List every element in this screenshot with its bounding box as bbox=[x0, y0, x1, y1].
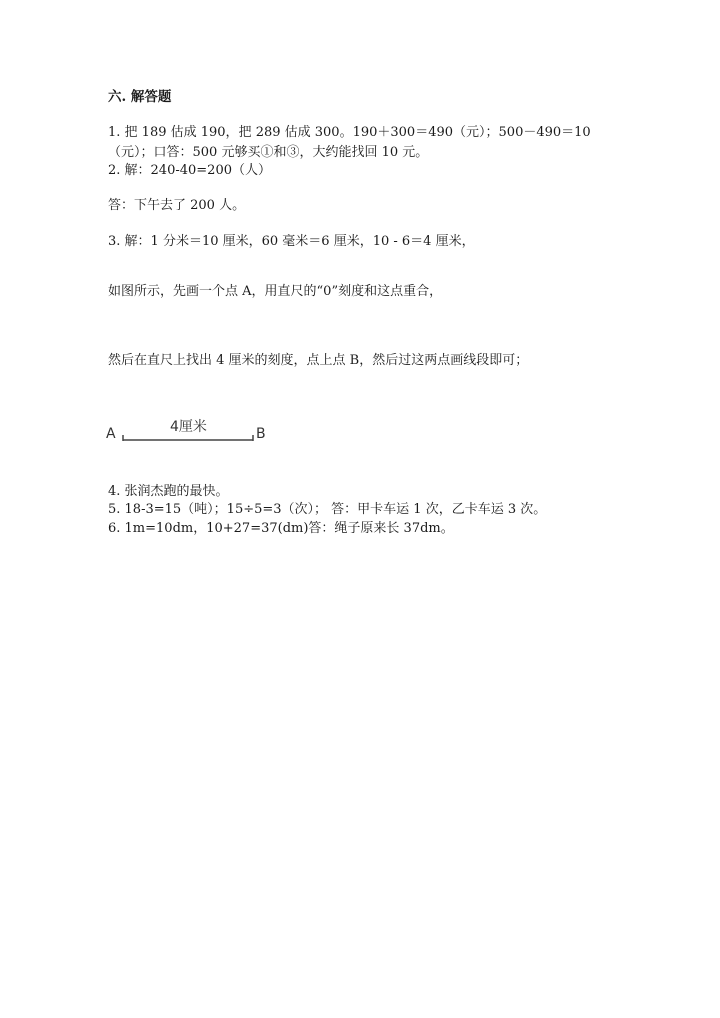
answer-3-line-1: 3. 解：1 分米＝10 厘米，60 毫米＝6 厘米，10 - 6＝4 厘米， bbox=[108, 234, 475, 249]
answer-3-line-2: 如图所示，先画一个点 A，用直尺的“0”刻度和这点重合， bbox=[108, 284, 443, 299]
answer-1-line-2: （元）；口答：500 元够买①和③，大约能找回 10 元。 bbox=[108, 145, 429, 160]
point-b-label: B bbox=[256, 426, 266, 442]
segment-length-label: 4厘米 bbox=[170, 419, 207, 435]
answer-2-line-1: 2. 解：240-40=200（人） bbox=[108, 163, 271, 178]
answer-4: 4. 张润杰跑的最快。 bbox=[108, 484, 229, 499]
answer-5: 5. 18-3=15（吨）；15÷5=3（次）； 答：甲卡车运 1 次，乙卡车运 3 次。 bbox=[108, 502, 547, 517]
answer-3-line-3: 然后在直尺上找出 4 厘米的刻度，点上点 B，然后过这两点画线段即可； bbox=[108, 353, 529, 368]
answer-1-line-1: 1. 把 189 估成 190，把 289 估成 300。190＋300＝490（元）；500－490＝10 bbox=[108, 125, 591, 140]
point-a-label: A bbox=[106, 426, 116, 442]
answer-6: 6. 1m=10dm，10+27=37(dm)答：绳子原来长 37dm。 bbox=[108, 521, 454, 536]
segment-figure bbox=[104, 414, 274, 448]
section-heading: 六. 解答题 bbox=[108, 89, 172, 105]
answer-2-line-2: 答：下午去了 200 人。 bbox=[108, 198, 246, 213]
